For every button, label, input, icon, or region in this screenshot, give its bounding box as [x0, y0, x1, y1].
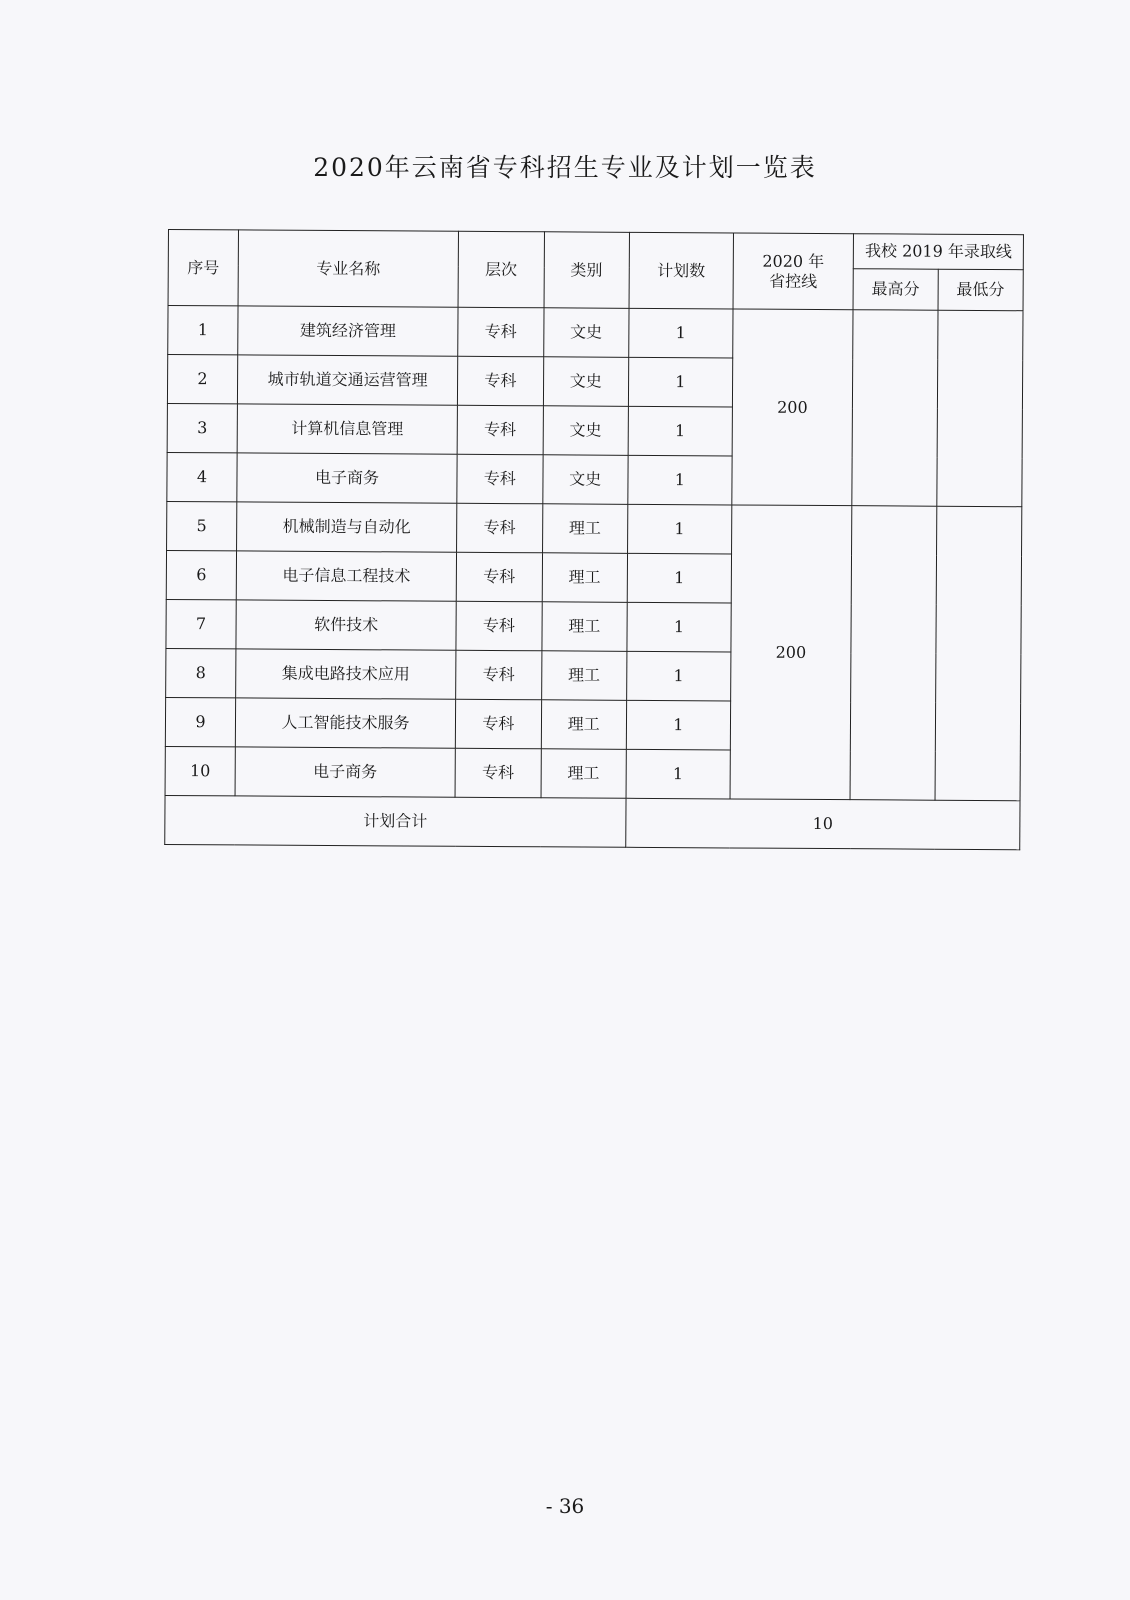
cell-plan: 1 — [627, 651, 731, 701]
cell-plan: 1 — [628, 357, 732, 407]
cell-category: 文史 — [543, 308, 629, 358]
cell-index: 3 — [167, 403, 237, 452]
cell-category: 文史 — [543, 357, 629, 407]
cell-level: 专科 — [455, 699, 541, 749]
cell-level: 专科 — [458, 307, 544, 357]
cell-major: 软件技术 — [236, 600, 456, 650]
cell-index: 1 — [168, 306, 238, 355]
cell-category: 理工 — [541, 749, 627, 799]
cell-category: 理工 — [541, 700, 627, 750]
cell-index: 4 — [167, 452, 237, 501]
total-label: 计划合计 — [165, 795, 626, 847]
table-row — [168, 306, 1023, 360]
cell-level: 专科 — [458, 356, 544, 406]
cell-category: 理工 — [542, 504, 628, 554]
header-level: 层次 — [458, 231, 544, 308]
cell-level: 专科 — [457, 454, 543, 504]
cell-plan: 1 — [626, 749, 730, 799]
page-number: - 36 — [545, 1494, 585, 1518]
header-min-score: 最低分 — [938, 269, 1024, 311]
cell-major: 电子商务 — [237, 453, 457, 503]
cell-level: 专科 — [456, 552, 542, 602]
cell-major: 城市轨道交通运营管理 — [237, 355, 457, 405]
cell-index: 6 — [166, 550, 236, 599]
cell-index: 10 — [165, 746, 235, 795]
cell-index: 9 — [165, 697, 235, 746]
table-total-row — [165, 795, 1020, 849]
header-max-score: 最高分 — [853, 269, 938, 311]
cell-category: 理工 — [541, 602, 627, 652]
header-plan: 计划数 — [629, 232, 733, 309]
cell-control-line-wenshi: 200 — [732, 309, 854, 506]
cell-max-score-wenshi — [852, 310, 938, 507]
cell-control-line-ligong: 200 — [730, 505, 852, 800]
cell-plan: 1 — [628, 406, 732, 456]
cell-index: 8 — [166, 648, 236, 697]
cell-plan: 1 — [626, 700, 730, 750]
cell-index: 2 — [167, 355, 237, 404]
cell-category: 文史 — [543, 406, 629, 456]
cell-level: 专科 — [456, 601, 542, 651]
cell-level: 专科 — [457, 503, 543, 553]
cell-category: 理工 — [541, 651, 627, 701]
enrollment-plan-table — [164, 229, 1024, 850]
cell-plan: 1 — [629, 308, 733, 358]
cell-level: 专科 — [457, 405, 543, 455]
table-row — [167, 501, 1022, 555]
cell-category: 理工 — [542, 553, 628, 603]
cell-level: 专科 — [456, 650, 542, 700]
cell-index: 5 — [167, 501, 237, 550]
cell-major: 建筑经济管理 — [238, 306, 458, 356]
cell-plan: 1 — [627, 504, 731, 554]
cell-min-score-wenshi — [936, 310, 1023, 507]
cell-plan: 1 — [627, 602, 731, 652]
cell-level: 专科 — [455, 748, 541, 798]
cell-major: 机械制造与自动化 — [236, 502, 456, 552]
header-category: 类别 — [544, 232, 630, 309]
cell-index: 7 — [166, 599, 236, 648]
cell-category: 文史 — [542, 455, 628, 505]
cell-plan: 1 — [628, 455, 732, 505]
header-index: 序号 — [168, 230, 238, 306]
header-school-line: 我校 2019 年录取线 — [853, 234, 1023, 270]
cell-min-score-ligong — [935, 506, 1022, 801]
header-major: 专业名称 — [238, 230, 459, 307]
document-title: 2020年云南省专科招生专业及计划一览表 — [313, 153, 817, 182]
header-control-line — [733, 233, 854, 310]
table-header-row — [168, 230, 1023, 270]
cell-plan: 1 — [627, 553, 731, 603]
total-value: 10 — [626, 798, 1020, 849]
cell-major: 电子信息工程技术 — [236, 551, 456, 601]
header-control-line-text: 2020 年 省控线 — [762, 251, 825, 291]
cell-major: 电子商务 — [235, 747, 455, 797]
cell-major: 计算机信息管理 — [237, 404, 457, 454]
cell-max-score-ligong — [850, 506, 936, 801]
cell-major: 人工智能技术服务 — [235, 698, 455, 748]
cell-major: 集成电路技术应用 — [236, 649, 456, 699]
